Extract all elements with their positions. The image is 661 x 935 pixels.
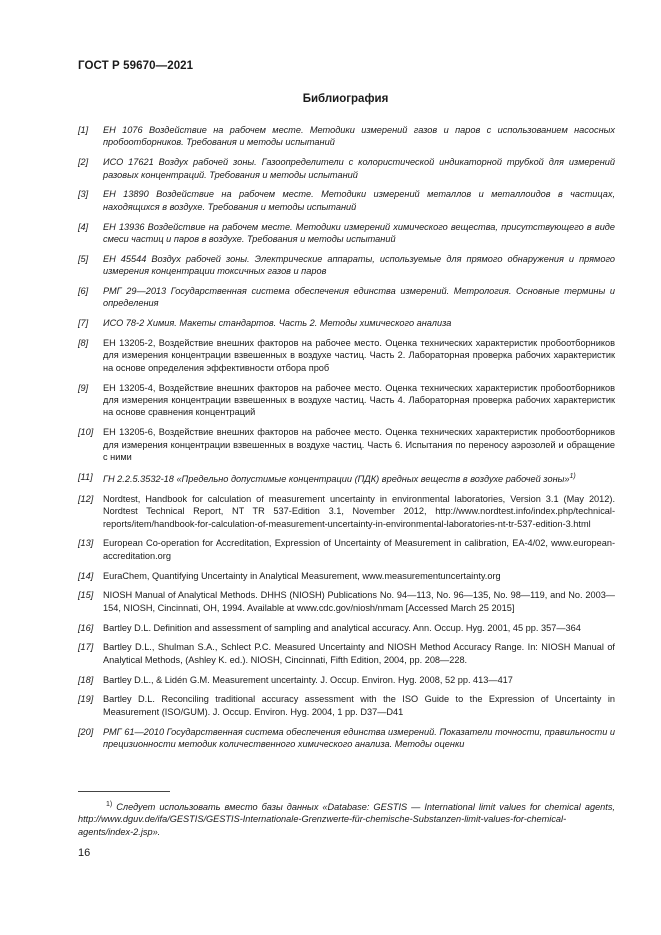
- reference-item: [78, 337, 615, 374]
- reference-item: [78, 693, 615, 718]
- reference-text: ЕН 1076 Воздействие на рабочем месте. Методики измерений газов и паров с использованием насосных пробоотборников. Требования и методы испытаний: [103, 125, 615, 148]
- reference-number: [2]: [78, 157, 89, 168]
- reference-item: [78, 471, 615, 485]
- reference-item: [78, 641, 615, 666]
- reference-number: [16]: [78, 622, 94, 633]
- reference-text: ЕН 13936 Воздействие на рабочем месте. Методики измерений химического вещества, присутствующего в виде смеси частиц и паров в воздухе. Требования и методы испытаний: [103, 221, 615, 245]
- reference-number: [19]: [78, 694, 94, 705]
- reference-text: Nordtest, Handbook for calculation of measurement uncertainty in environmental laboratories, Version 3.1 (May 2012). Nordtest Technical Report, NT TR 537-Edition 3.1, November 2012, http://www.nordtest.info/index.php/technical-reports/item/handbook-for-calculation-of-measurement-uncertainty-in-environmental-laboratories-nt-tr-537-edition-3.html: [103, 493, 615, 529]
- reference-list: [78, 124, 615, 758]
- reference-number: [10]: [78, 427, 94, 438]
- reference-item: [78, 124, 615, 149]
- reference-number: [12]: [78, 493, 94, 504]
- reference-number: [3]: [78, 189, 89, 200]
- footnote-text: Следует использовать вместо базы данных «Database: GESTIS — International limit values for chemical agents, http://www.dguv.de/ifa/GESTIS/GESTIS-Internationale-Grenzwerte-für-chemische-Substanzen-limit-values-for-chemical-agents/index-2.jsp».: [78, 802, 615, 837]
- bibliography-title: Библиография: [302, 93, 389, 105]
- reference-number: [4]: [78, 221, 89, 232]
- reference-item: [78, 570, 615, 582]
- reference-text: ЕН 45544 Воздух рабочей зоны. Электрические аппараты, используемые для прямого обнаружения и прямого измерения концентрации токсичных газов и паров: [103, 253, 615, 277]
- reference-number: [8]: [78, 338, 89, 349]
- reference-text: European Co-operation for Accreditation, Expression of Uncertainty of Measurement in calibration, EA-4/02, www.european-accreditation.org: [103, 538, 615, 561]
- reference-item: [78, 317, 615, 329]
- reference-item: [78, 382, 615, 419]
- reference-item: [78, 426, 615, 463]
- reference-text: ГН 2.2.5.3532-18 «Предельно допустимые концентрации (ПДК) вредных веществ в воздухе рабочей зоны»$^{1)}$: [103, 472, 576, 484]
- reference-text: Bartley D.L., & Lidén G.M. Measurement uncertainty. J. Occup. Environ. Hyg. 2008, 52 pp. 413—417: [103, 674, 513, 685]
- reference-text: Bartley D.L. Definition and assessment of sampling and analytical accuracy. Ann. Occup. Hyg. 2001, 45 pp. 357—364: [103, 622, 581, 633]
- reference-number: [20]: [78, 726, 94, 737]
- reference-text: ЕН 13890 Воздействие на рабочем месте. Методики измерений металлов и металлоидов в частицах, находящихся в воздухе. Требования и методы испытаний: [103, 189, 615, 212]
- reference-text: ЕН 13205-2, Воздействие внешних факторов на рабочее место. Оценка технических характеристик пробоотборников для измерения концентрации взвешенных в воздухе частиц. Часть 2. Лабораторная проверка рабочих характеристик на основе определения эффективности отбора проб: [103, 338, 615, 373]
- reference-number: [6]: [78, 286, 89, 297]
- reference-item: [78, 674, 615, 686]
- reference-item: [78, 188, 615, 213]
- reference-number: [1]: [78, 125, 89, 135]
- footnote-mark: 1): [106, 801, 113, 808]
- reference-number: [15]: [78, 590, 94, 601]
- reference-text: РМГ 29—2013 Государственная система обеспечения единства измерений. Метрология. Основные термины и определения: [103, 286, 615, 309]
- reference-item: [78, 253, 615, 278]
- reference-number: [11]: [78, 471, 93, 482]
- reference-item: [78, 726, 615, 751]
- reference-item: [78, 622, 615, 634]
- reference-text: ИСО 78-2 Химия. Макеты стандартов. Часть 2. Методы химического анализа: [103, 318, 452, 329]
- reference-number: [9]: [78, 382, 89, 393]
- reference-text: NIOSH Manual of Analytical Methods. DHHS (NIOSH) Publications No. 94—113, No. 96—135, No. 98—119, and No. 2003—154, NIOSH, Cincinnati, OH, 1994. Available at www.cdc.gov/niosh/nmam [Accessed March 25 2015]: [103, 590, 615, 613]
- reference-number: [14]: [78, 570, 94, 581]
- page-number: 16: [78, 847, 91, 859]
- reference-number: [18]: [78, 674, 94, 685]
- reference-text: РМГ 61—2010 Государственная система обеспечения единства измерений. Показатели точности, правильности и прецизионности методик количественного химического анализа. Методы оценки: [103, 726, 615, 749]
- document-header: ГОСТ Р 59670—2021: [78, 60, 194, 72]
- footnote-divider: [78, 791, 170, 792]
- reference-text: Bartley D.L., Shulman S.A., Schlect P.C. Measured Uncertainty and NIOSH Method Accuracy Range. In: NIOSH Manual of Analytical Methods, (Ashley K. ed.). NIOSH, Cincinnati, Fifth Edition, 2004, pp. 208—228.: [103, 642, 615, 665]
- reference-item: [78, 285, 615, 310]
- footnote: [78, 799, 615, 838]
- reference-number: [7]: [78, 318, 89, 329]
- reference-text: ЕН 13205-6, Воздействие внешних факторов на рабочее место. Оценка технических характеристик пробоотборников для измерения концентрации взвешенных в воздухе частиц. Часть 6. Испытания по переносу аэрозолей и обращение с ними: [103, 427, 615, 463]
- reference-item: [78, 493, 615, 530]
- reference-text: EuraChem, Quantifying Uncertainty in Analytical Measurement, www.measurementuncertainty.org: [103, 570, 501, 581]
- reference-item: [78, 589, 615, 614]
- reference-item: [78, 537, 615, 562]
- reference-number: [17]: [78, 642, 94, 653]
- reference-item: [78, 156, 615, 181]
- reference-number: [13]: [78, 538, 94, 549]
- reference-item: [78, 221, 615, 246]
- reference-text: ИСО 17621 Воздух рабочей зоны. Газоопределители с колористической индикаторной трубкой для измерений разовых концентраций. Требования и методы испытаний: [103, 157, 615, 180]
- reference-number: [5]: [78, 253, 89, 264]
- reference-text: Bartley D.L. Reconciling traditional accuracy assessment with the ISO Guide to the Expression of Uncertainty in Measurement (ISO/GUM). J. Occup. Environ. Hyg. 2004, 1 pp. D37—D41: [103, 694, 615, 717]
- reference-text: ЕН 13205-4, Воздействие внешних факторов на рабочее место. Оценка технических характеристик пробоотборников для измерения концентрации взвешенных в воздухе частиц. Часть 4. Лабораторная проверка рабочих характеристик на основе сравнения концентраций: [103, 382, 615, 418]
